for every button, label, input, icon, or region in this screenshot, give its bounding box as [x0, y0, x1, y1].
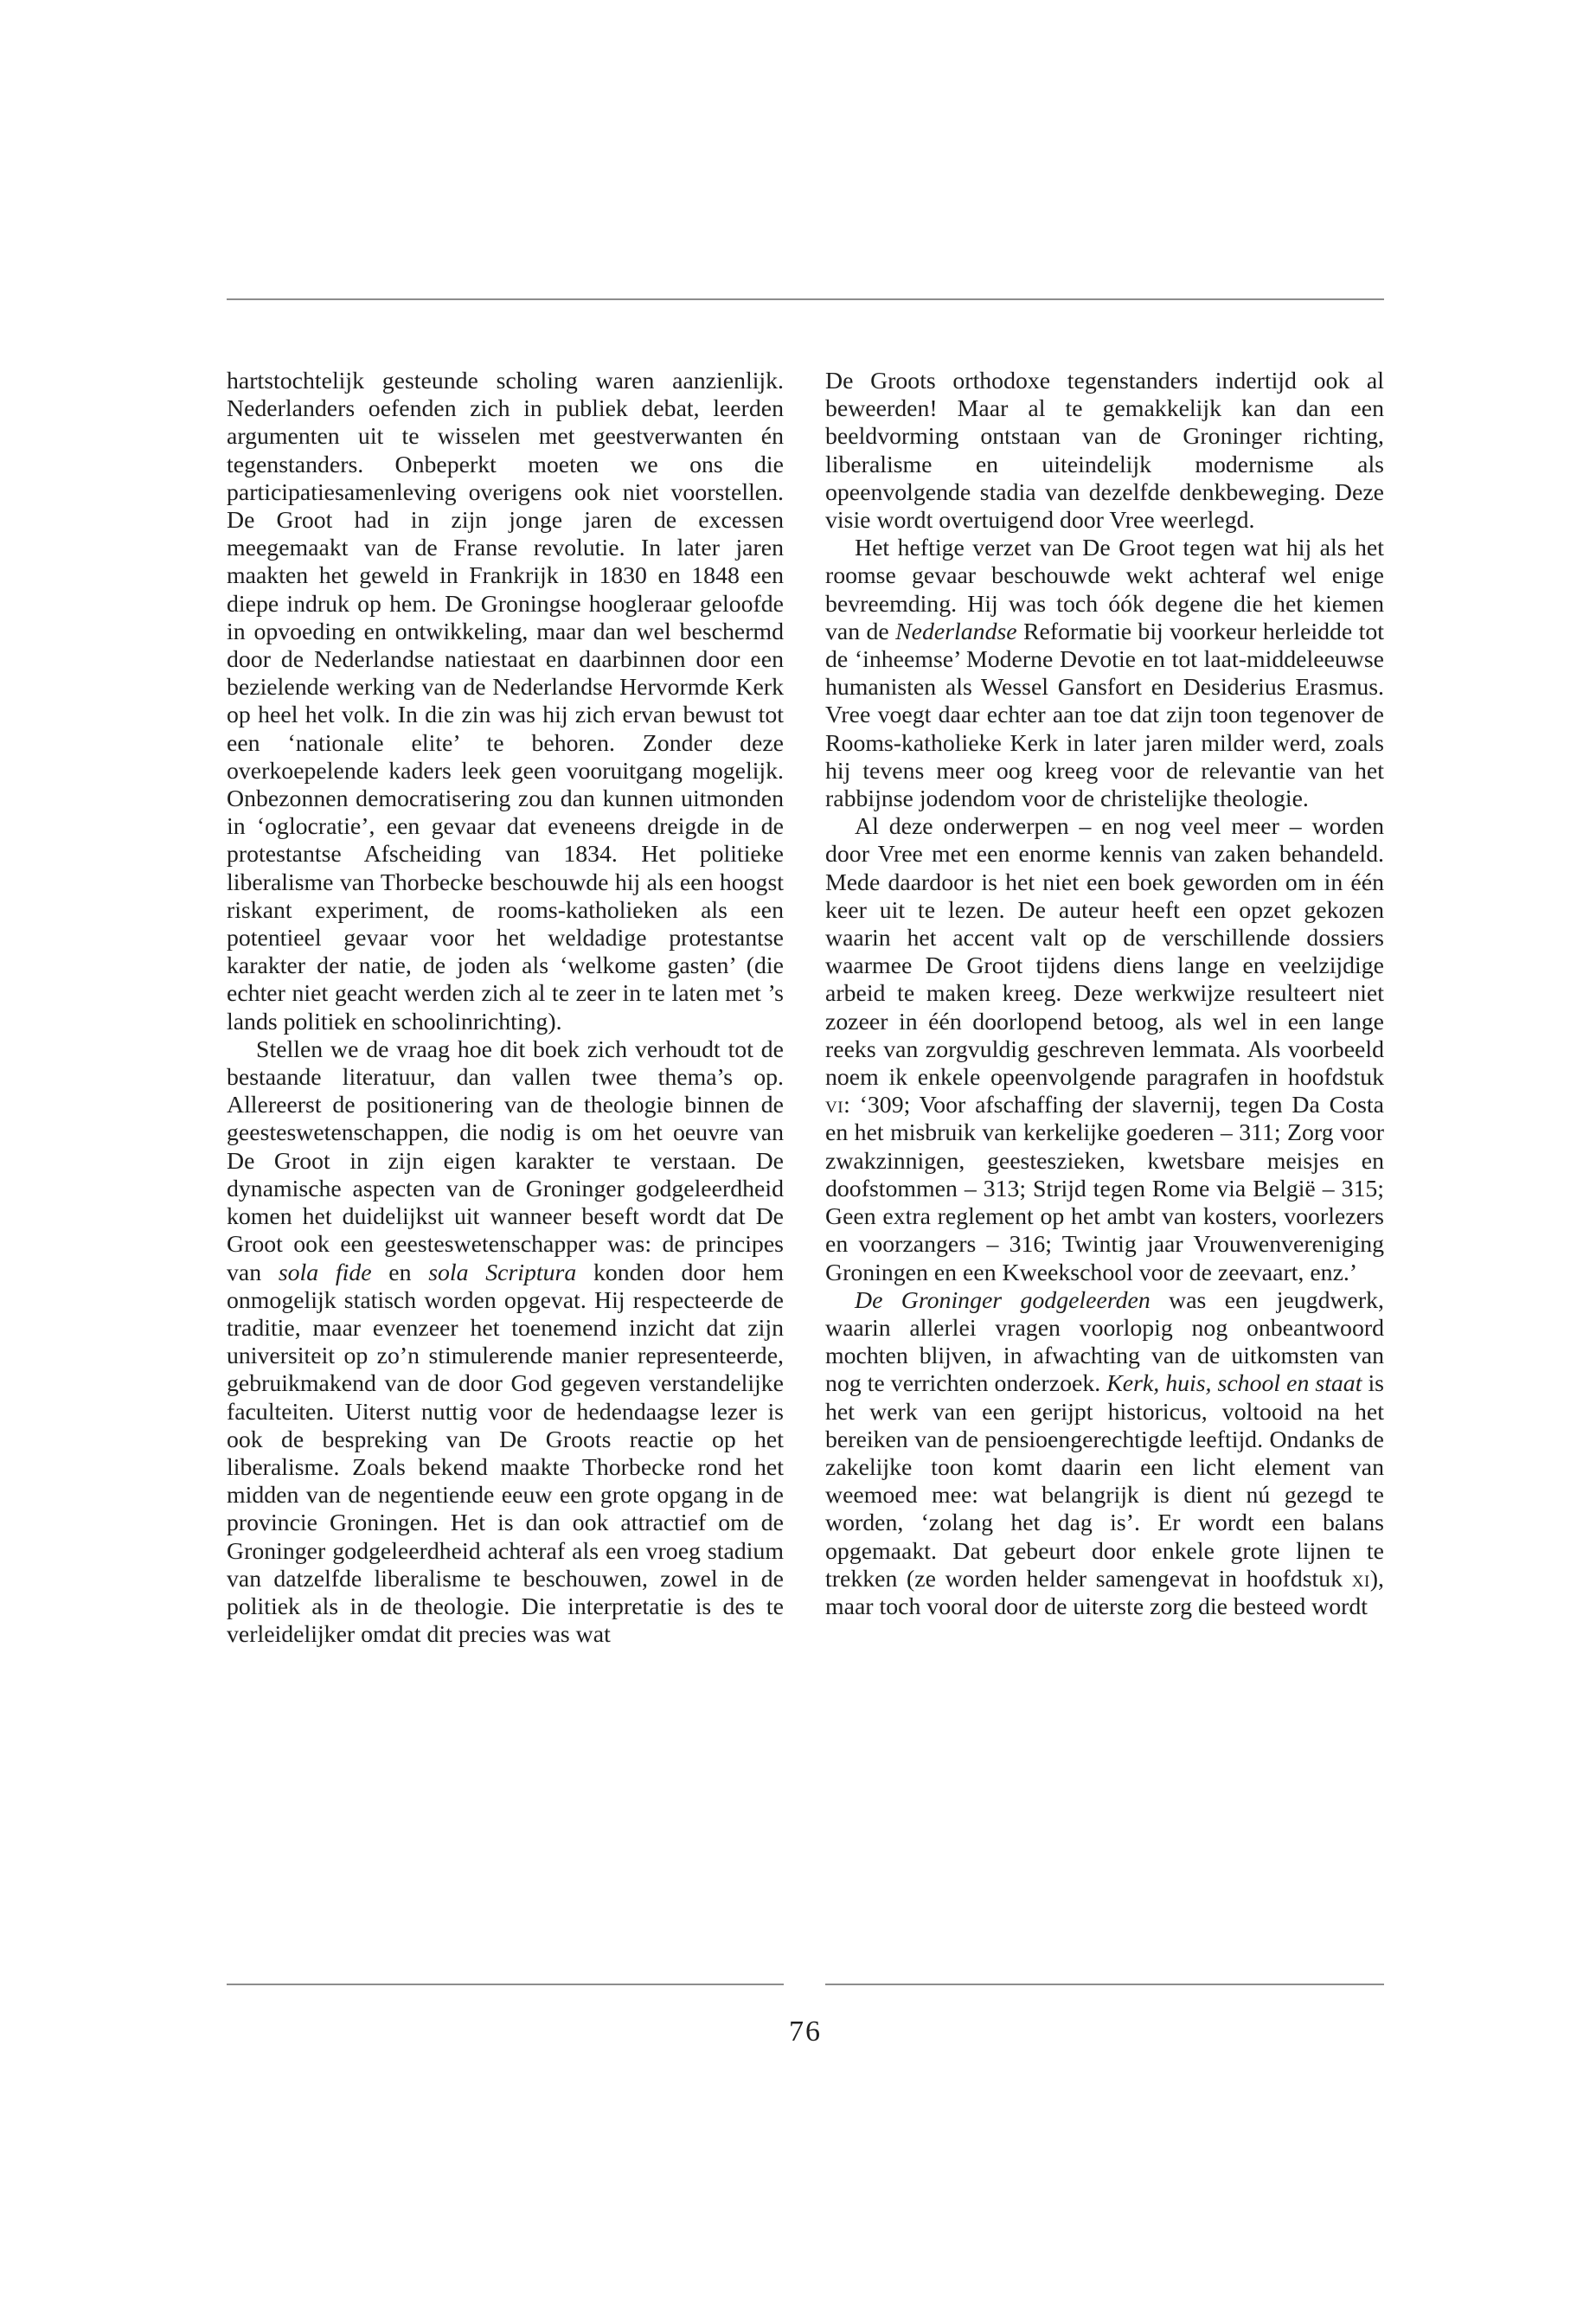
paragraph [227, 1036, 784, 1649]
text-run: Al deze onderwerpen – en nog veel meer – worden door Vree met een enorme kennis van zaken behandeld. Mede daardoor is het niet een boek geworden om in één keer uit te lezen. De auteur heeft een opzet gekozen waarin het accent valt op de verschillende dossiers waarmee De Groot tijdens diens lange en veelzijdige arbeid te maken kreeg. Deze werkwijze resulteert niet zozeer in één doorlopend betoog, als wel in een lange reeks van zorgvuldig geschreven lemmata. Als voorbeeld noem ik enkele opeenvolgende paragrafen in hoofdstuk [825, 813, 1384, 1092]
text-run: : ‘309; Voor afschaffing der slavernij, tegen Da Costa en het misbruik van kerkelijke goederen – 311; Zorg voor zwakzinnigen, geesteszieken, kwetsbare meisjes en doofstommen – 313; Strijd tegen Rome via België – 315; Geen extra reglement op het ambt van kosters, voorlezers en voorzangers – 316; Twintig jaar Vrouwenvereniging Groningen en een Kweekschool voor de zeevaart, enz.’ [825, 1092, 1384, 1286]
top-rule [227, 298, 1384, 300]
text-run: en [371, 1259, 429, 1286]
text-run: ), maar toch vooral door de uiterste zorg die besteed wordt [825, 1565, 1384, 1620]
bottom-rule-left [227, 1984, 784, 1985]
italic-term: sola Scriptura [428, 1259, 577, 1286]
italic-term: Nederlandse [895, 618, 1017, 645]
text-run: was een jeugdwerk, waarin allerlei vragen voorlopig nog onbeantwoord mochten blijven, in afwachting van de uitkomsten van nog te verrichten onderzoek. [825, 1286, 1384, 1398]
book-title: De Groninger godgeleerden [855, 1286, 1151, 1314]
right-column [825, 368, 1384, 1621]
text-run: Stellen we de vraag hoe dit boek zich verhoudt tot de bestaande literatuur, dan vallen twee thema’s op. Allereerst de positionering van de theologie binnen de geesteswetenschappen, die nodig is om het oeuvre van De Groot in zijn eigen karakter te verstaan. De dynamische aspecten van de Groninger godgeleerdheid komen het duidelijkst uit wanneer beseft wordt dat De Groot ook een geesteswetenschapper was: de principes van [227, 1035, 784, 1286]
paragraph [825, 1287, 1384, 1621]
text-run: Reformatie bij voorkeur herleidde tot de ‘inheemse’ Moderne Devotie en tot laat-middeleeuwse humanisten als Wessel Gansfort en Desiderius Erasmus. Vree voegt daar echter aan toe dat zijn toon tegenover de Rooms-katholieke Kerk in later jaren milder werd, zoals hij tevens meer oog kreeg voor de relevantie van het rabbijnse jodendom voor de christelijke theologie. [825, 618, 1384, 813]
page-number: 76 [789, 2016, 822, 2048]
paragraph: De Groots orthodoxe tegenstanders indertijd ook al beweerden! Maar al te gemakkelijk kan dan een beeldvorming ontstaan van de Groninger richting, liberalisme en uiteindelijk modernisme als opeenvolgende stadia van dezelfde denkbeweging. Deze visie wordt overtuigend door Vree weerlegd. [825, 368, 1384, 535]
chapter-numeral: vi [825, 1092, 844, 1119]
chapter-numeral: xi [1351, 1565, 1370, 1593]
paragraph: hartstochtelijk gesteunde scholing waren aanzienlijk. Nederlanders oefenden zich in publiek debat, leerden argumenten uit te wisselen met geestverwanten én tegenstanders. Onbeperkt moeten we ons die participatiesamenleving overigens ook niet voorstellen. De Groot had in zijn jonge jaren de excessen meegemaakt van de Franse revolutie. In later jaren maakten het geweld in Frankrijk in 1830 en 1848 een diepe indruk op hem. De Groningse hoogleraar geloofde in opvoeding en ontwikkeling, maar dan wel beschermd door de Nederlandse natiestaat en daarbinnen door een bezielende werking van de Nederlandse Hervormde Kerk op heel het volk. In die zin was hij zich ervan bewust tot een ‘nationale elite’ te behoren. Zonder deze overkoepelende kaders leek geen vooruitgang mogelijk. Onbezonnen democratisering zou dan kunnen uitmonden in ‘oglocratie’, een gevaar dat eveneens dreigde in de protestantse Afscheiding van 1834. Het politieke liberalisme van Thorbecke beschouwde hij als een hoogst riskant experiment, de rooms-katholieken als een potentieel gevaar voor het weldadige protestantse karakter der natie, de joden als ‘welkome gasten’ (die echter niet geacht werden zich al te zeer in te laten met ’s lands politiek en schoolinrichting). [227, 368, 784, 1035]
book-title: Kerk, huis, school en staat [1106, 1370, 1362, 1398]
paragraph [825, 813, 1384, 1286]
paragraph [825, 535, 1384, 813]
text-run: konden door hem onmogelijk statisch worden opgevat. Hij respecteerde de traditie, maar evenzeer het toenemend inzicht dat zijn universiteit op zo’n stimulerende manier representeerde, gebruikmakend van de door God gegeven verstandelijke faculteiten. Uiterst nuttig voor de hedendaagse lezer is ook de bespreking van De Groots reactie op het liberalisme. Zoals bekend maakte Thorbecke rond het midden van de negentiende eeuw een grote opgang in de provincie Groningen. Het is dan ook attractief om de Groninger godgeleerdheid achteraf als een vroeg stadium van datzelfde liberalisme te beschouwen, zowel in de politiek als in de theologie. Die interpretatie is des te verleidelijker omdat dit precies was wat [227, 1259, 784, 1649]
italic-term: sola fide [278, 1259, 372, 1286]
bottom-rule-right [825, 1984, 1384, 1985]
text-run: is het werk van een gerijpt historicus, voltooid na het bereiken van de pensioengerechtigde leeftijd. Ondanks de zakelijke toon komt daarin een licht element van weemoed mee: wat belangrijk is dient nú gezegd te worden, ‘zolang het dag is’. Er wordt een balans opgemaakt. Dat gebeurt door enkele grote lijnen te trekken (ze worden helder samengevat in hoofdstuk [825, 1370, 1384, 1593]
text-run: Het heftige verzet van De Groot tegen wat hij als het roomse gevaar beschouwde wekt achteraf wel enige bevreemding. Hij was toch óók degene die het kiemen van de [825, 535, 1384, 645]
left-column [227, 368, 784, 1649]
